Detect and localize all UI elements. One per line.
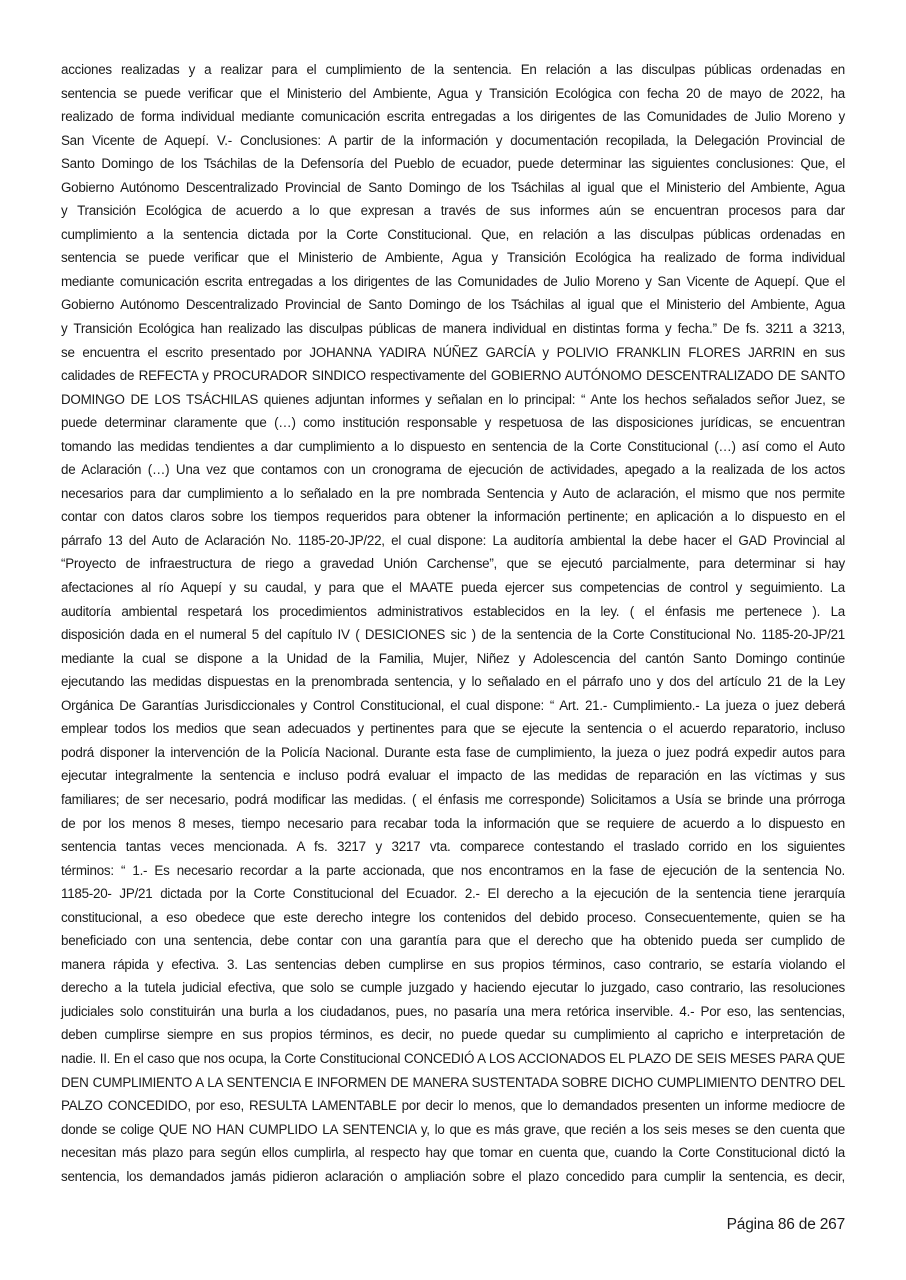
- text-line: San Vicente de Aquepí. V.- Conclusiones: A partir de la información y documentación recopilada, la Delegación Provincial de: [61, 132, 845, 148]
- text-line: y Transición Ecológica de acuerdo a lo que expresan a través de sus informes aún se encuentran procesos para dar: [61, 203, 845, 219]
- text-line: acciones realizadas y a realizar para el cumplimiento de la sentencia. En relación a las disculpas públicas ordenadas en: [61, 62, 845, 77]
- text-line: DEN CUMPLIMIENTO A LA SENTENCIA E INFORMEN DE MANERA SUSTENTADA SOBRE DICHO CUMPLIMIENTO DENTRO DEL: [61, 1074, 845, 1090]
- text-line: constitucional, a eso obedece que este derecho integre los contenidos del debido proceso. Consecuentemente, quien se ha: [61, 909, 845, 925]
- text-line: términos: “ 1.- Es necesario recordar a la parte accionada, que nos encontramos en la fase de ejecución de la sentencia No.: [61, 862, 845, 878]
- text-line: ejecutar integralmente la sentencia e incluso podrá evaluar el impacto de las medidas de reparación en las víctimas y sus: [61, 768, 845, 784]
- text-line: manera rápida y efectiva. 3. Las sentencias deben cumplirse en sus propios términos, caso contrario, se estaría violando el: [61, 956, 845, 972]
- text-line: Orgánica De Garantías Jurisdiccionales y Control Constitucional, el cual dispone: “ Art. 21.- Cumplimiento.- La jueza o juez deberá: [61, 697, 845, 713]
- text-line: sentencia se puede verificar que el Ministerio de Ambiente, Agua y Transición Ecológica ha realizado de forma individual: [61, 250, 845, 266]
- page-number: Página 86 de 267: [726, 1216, 845, 1233]
- text-line: sentencia tantas veces mencionada. A fs. 3217 y 3217 vta. comparece contestando el traslado corrido en los siguientes: [61, 839, 845, 855]
- text-line: calidades de REFECTA y PROCURADOR SINDICO respectivamente del GOBIERNO AUTÓNOMO DESCENTRALIZADO DE SANTO: [61, 368, 845, 384]
- text-line: beneficiado con una sentencia, debe contar con una garantía para que el derecho que ha obtenido pueda ser cumplido de: [61, 933, 845, 949]
- text-line: necesarios para dar cumplimiento a lo señalado en la pre nombrada Sentencia y Auto de aclaración, el mismo que nos permite: [61, 485, 845, 501]
- text-line: mediante la cual se dispone a la Unidad de la Familia, Mujer, Niñez y Adolescencia del cantón Santo Domingo continúe: [61, 650, 845, 666]
- text-line: “Proyecto de infraestructura de riego a gravedad Unión Carchense”, que se ejecutó parcialmente, para determinar si hay: [61, 556, 845, 572]
- text-line: podrá disponer la intervención de la Policía Nacional. Durante esta fase de cumplimiento, la jueza o juez podrá expedir autos para: [61, 744, 845, 760]
- text-line: donde se colige QUE NO HAN CUMPLIDO LA SENTENCIA y, lo que es más grave, que recién a los seis meses se den cuenta que: [61, 1121, 845, 1137]
- text-line: disposición dada en el numeral 5 del capítulo IV ( DESICIONES sic ) de la sentencia de la Corte Constitucional No. 1185-20-JP/21: [61, 627, 845, 643]
- text-line: necesitan más plazo para según ellos cumplirla, al respecto hay que tomar en cuenta que, cuando la Corte Constitucional dictó la: [61, 1145, 845, 1161]
- text-line: PALZO CONCEDIDO, por eso, RESULTA LAMENTABLE por decir lo menos, que lo demandados presenten un informe mediocre de: [61, 1098, 845, 1114]
- text-line: ejecutando las medidas dispuestas en la prenombrada sentencia, y lo señalado en el párrafo uno y dos del artículo 21 de la Ley: [61, 674, 845, 690]
- text-line: párrafo 13 del Auto de Aclaración No. 1185-20-JP/22, el cual dispone: La auditoría ambiental la debe hacer el GAD Provincial al: [61, 532, 845, 548]
- text-line: [61, 1188, 845, 1212]
- text-line: cumplimiento a la sentencia dictada por la Corte Constitucional. Que, en relación a las disculpas públicas ordenadas en: [61, 226, 845, 242]
- text-line: tomando las medidas tendientes a dar cumplimiento a lo dispuesto en sentencia de la Corte Constitucional (…) así como el Auto: [61, 438, 845, 454]
- text-line: derecho a la tutela judicial efectiva, que solo se cumple juzgado y haciendo ejecutar lo juzgado, caso contrario, las resoluciones: [61, 980, 845, 996]
- text-line: sentencia se puede verificar que el Ministerio del Ambiente, Agua y Transición Ecológica con fecha 20 de mayo de 2022, ha: [61, 85, 845, 101]
- text-line: nadie. II. En el caso que nos ocupa, la Corte Constitucional CONCEDIÓ A LOS ACCIONADOS EL PLAZO DE SEIS MESES PARA QUE: [61, 1050, 845, 1066]
- text-line: auditoría ambiental respetará los procedimientos administrativos establecidos en la ley. ( el énfasis me pertenece ). La: [61, 603, 845, 619]
- text-line: Gobierno Autónomo Descentralizado Provincial de Santo Domingo de los Tsáchilas al igual que el Ministerio del Ambiente, Agua: [61, 297, 845, 313]
- text-line: contar con datos claros sobre los tiempos requeridos para obtener la información pertinente; en aplicación a lo dispuesto en el: [61, 509, 845, 525]
- text-line: y Transición Ecológica han realizado las disculpas públicas de manera individual en distintas forma y fecha.” De fs. 3211 a 3213,: [61, 321, 845, 337]
- text-line: judiciales solo constituirán una burla a los ciudadanos, pues, no pasaría una mera retórica inservible. 4.- Por eso, las sentencias,: [61, 1003, 845, 1019]
- text-line: emplear todos los medios que sean adecuados y pertinentes para que se ejecute la sentencia o el acuerdo reparatorio, incluso: [61, 721, 845, 737]
- text-line: se encuentra el escrito presentado por JOHANNA YADIRA NÚÑEZ GARCÍA y POLIVIO FRANKLIN FLORES JARRIN en sus: [61, 344, 845, 360]
- text-line: realizado de forma individual mediante comunicación escrita entregadas a los dirigentes de las Comunidades de Julio Moreno y: [61, 109, 845, 125]
- text-line: de por los menos 8 meses, tiempo necesario para recabar toda la información que se requiere de acuerdo a lo dispuesto en: [61, 815, 845, 831]
- text-line: mediante comunicación escrita entregadas a los dirigentes de las Comunidades de Julio Moreno y San Vicente de Aquepí. Que el: [61, 273, 845, 289]
- text-line: de Aclaración (…) Una vez que contamos con un cronograma de ejecución de actividades, apegado a la realizada de los actos: [61, 462, 845, 478]
- document-body: [61, 58, 845, 1212]
- text-line: sentencia, los demandados jamás pidieron aclaración o ampliación sobre el plazo concedido para cumplir la sentencia, es decir,: [61, 1168, 845, 1184]
- text-line: Gobierno Autónomo Descentralizado Provincial de Santo Domingo de los Tsáchilas al igual que el Ministerio del Ambiente, Agua: [61, 179, 845, 195]
- text-line: puede determinar claramente que (…) como institución responsable y respetuosa de las disposiciones jurídicas, se encuentran: [61, 415, 845, 431]
- text-line: Santo Domingo de los Tsáchilas de la Defensoría del Pueblo de ecuador, puede determinar las siguientes conclusiones: Que, el: [61, 156, 845, 172]
- text-line: 1185-20- JP/21 dictada por la Corte Constitucional del Ecuador. 2.- El derecho a la ejecución de la sentencia tiene jerarquía: [61, 886, 845, 902]
- text-line: DOMINGO DE LOS TSÁCHILAS quienes adjuntan informes y señalan en lo principal: “ Ante los hechos señalados señor Juez, se: [61, 391, 845, 407]
- text-line: deben cumplirse siempre en sus propios términos, es decir, no puede quedar su cumplimiento al capricho e interpretación de: [61, 1027, 845, 1043]
- text-line: familiares; de ser necesario, podrá modificar las medidas. ( el énfasis me corresponde) Solicitamos a Usía se brinde una prórroga: [61, 791, 845, 807]
- text-line: afectaciones al río Aquepí y su caudal, y para que el MAATE pueda ejercer sus competencias de control y seguimiento. La: [61, 580, 845, 596]
